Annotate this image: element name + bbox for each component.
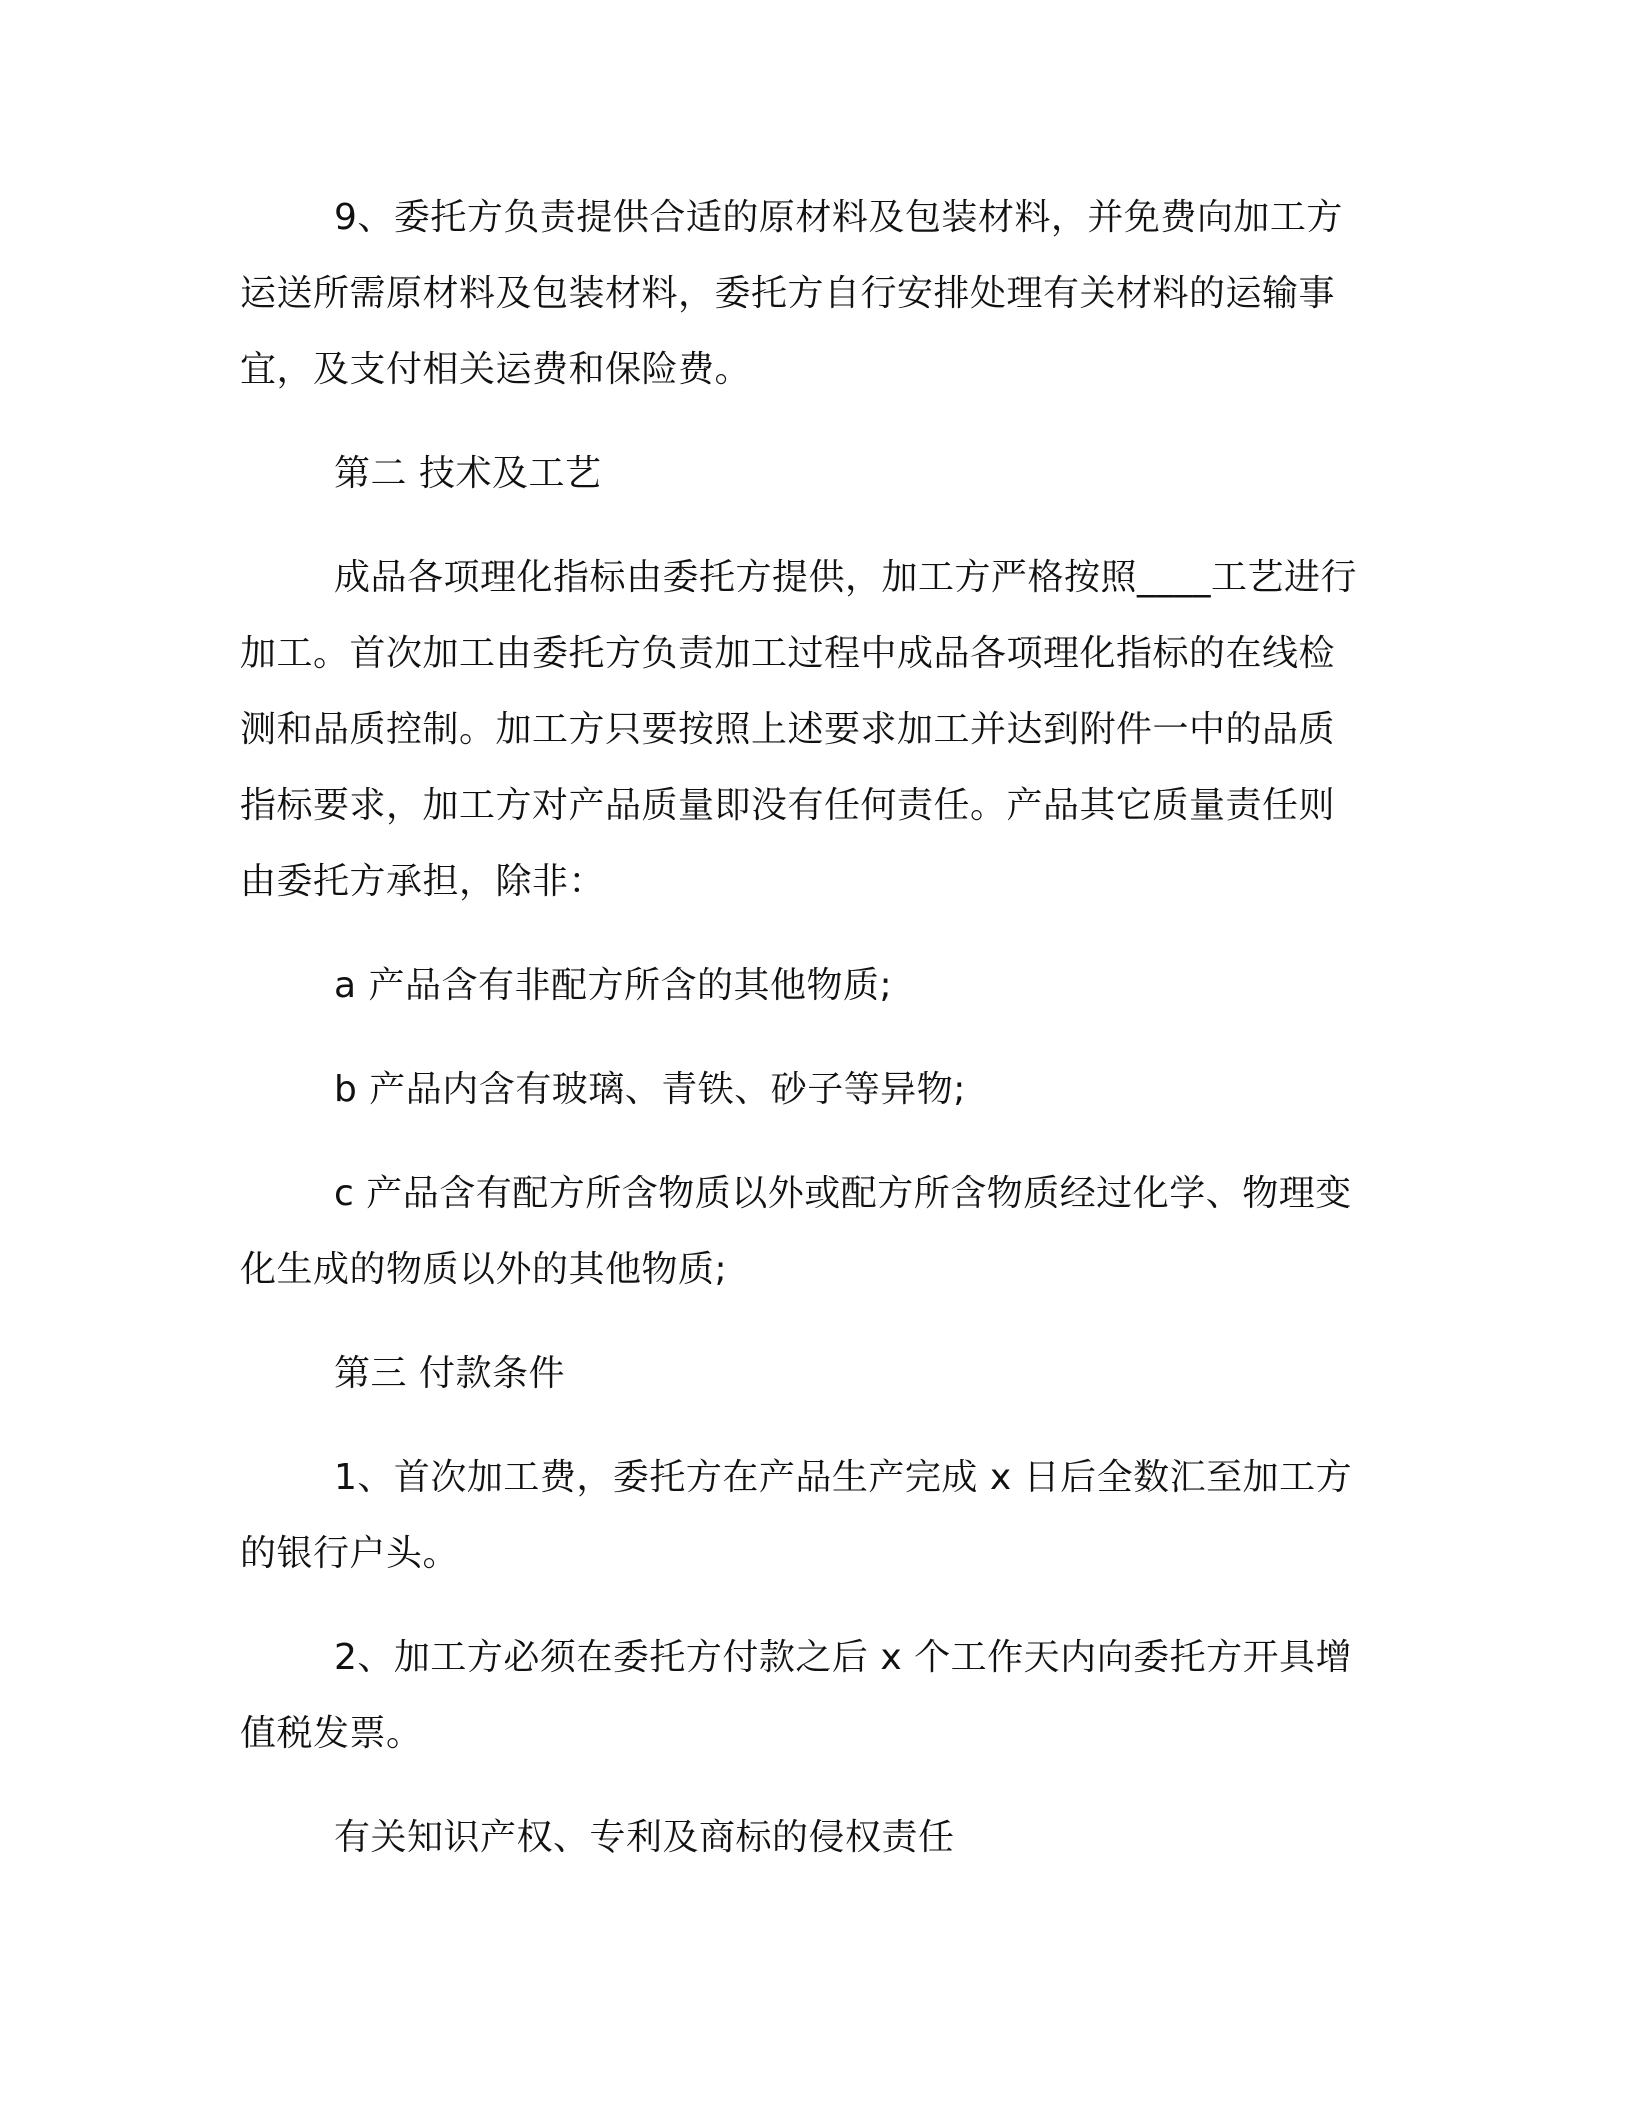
text-line: 成品各项理化指标由委托方提供，加工方严格按照____工艺进行 [334,557,1358,598]
text-line: 的银行户头。 [240,1533,460,1574]
text-line: 宜，及支付相关运费和保险费。 [240,349,752,390]
text-line: 1、首次加工费，委托方在产品生产完成 x 日后全数汇至加工方 [334,1457,1353,1498]
text-line: 指标要求，加工方对产品质量即没有任何责任。产品其它质量责任则 [240,785,1336,826]
list-item: a 产品含有非配方所含的其他物质; [334,965,893,1006]
text-line: 由委托方承担，除非： [240,861,606,902]
text-line: 化生成的物质以外的其他物质; [240,1249,728,1290]
text-line: 加工。首次加工由委托方负责加工过程中成品各项理化指标的在线检 [240,633,1336,674]
text-line: 2、加工方必须在委托方付款之后 x 个工作天内向委托方开具增 [334,1637,1353,1678]
section-heading: 第三 付款条件 [334,1353,565,1394]
text-line: 9、委托方负责提供合适的原材料及包装材料，并免费向加工方 [334,197,1343,238]
text-line: 运送所需原材料及包装材料，委托方自行安排处理有关材料的运输事 [240,273,1336,314]
text-line: 值税发票。 [240,1713,423,1754]
section-heading: 第二 技术及工艺 [334,453,602,494]
text-line: 测和品质控制。加工方只要按照上述要求加工并达到附件一中的品质 [240,709,1336,750]
list-item: c 产品含有配方所含物质以外或配方所含物质经过化学、物理变 [334,1173,1352,1214]
section-heading: 有关知识产权、专利及商标的侵权责任 [334,1817,955,1858]
list-item: b 产品内含有玻璃、青铁、砂子等异物; [334,1069,966,1110]
